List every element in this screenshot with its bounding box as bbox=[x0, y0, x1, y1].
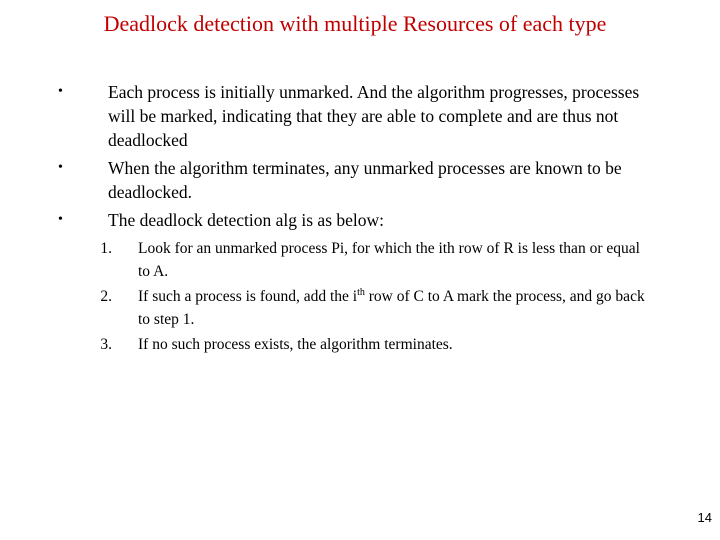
step-item-1 bbox=[92, 237, 652, 283]
step-list bbox=[92, 237, 652, 358]
step-number: 1. bbox=[100, 240, 112, 257]
bullet-item-1 bbox=[58, 80, 668, 152]
step-text-before: If such a process is found, add the i bbox=[138, 288, 358, 305]
step-number: 2. bbox=[100, 288, 112, 305]
step-item-2 bbox=[92, 285, 652, 331]
step-superscript: th bbox=[357, 286, 365, 298]
bullet-item-3 bbox=[58, 208, 668, 232]
step-text: If no such process exists, the algorithm terminates. bbox=[138, 336, 453, 353]
bullet-text: When the algorithm terminates, any unmarked processes are known to be deadlocked. bbox=[108, 158, 622, 202]
bullet-item-2 bbox=[58, 156, 668, 204]
bullet-dot-icon: • bbox=[58, 160, 63, 175]
bullet-dot-icon: • bbox=[58, 212, 63, 227]
step-text-after: row of C to A mark the process, and go back to step 1. bbox=[138, 288, 645, 328]
step-text bbox=[138, 288, 645, 328]
bullet-text: Each process is initially unmarked. And the algorithm progresses, processes will be marked, indicating that they are able to complete and are thus not deadlocked bbox=[108, 82, 640, 150]
page-number: 14 bbox=[697, 510, 712, 525]
bullet-list bbox=[58, 80, 668, 236]
step-number: 3. bbox=[100, 336, 112, 353]
slide-title: Deadlock detection with multiple Resources of each type bbox=[103, 11, 607, 36]
bullet-dot-icon: • bbox=[58, 84, 63, 99]
step-text: Look for an unmarked process Pi, for which the ith row of R is less than or equal to A. bbox=[138, 240, 640, 280]
bullet-text: The deadlock detection alg is as below: bbox=[108, 210, 385, 230]
step-item-3 bbox=[92, 333, 652, 356]
